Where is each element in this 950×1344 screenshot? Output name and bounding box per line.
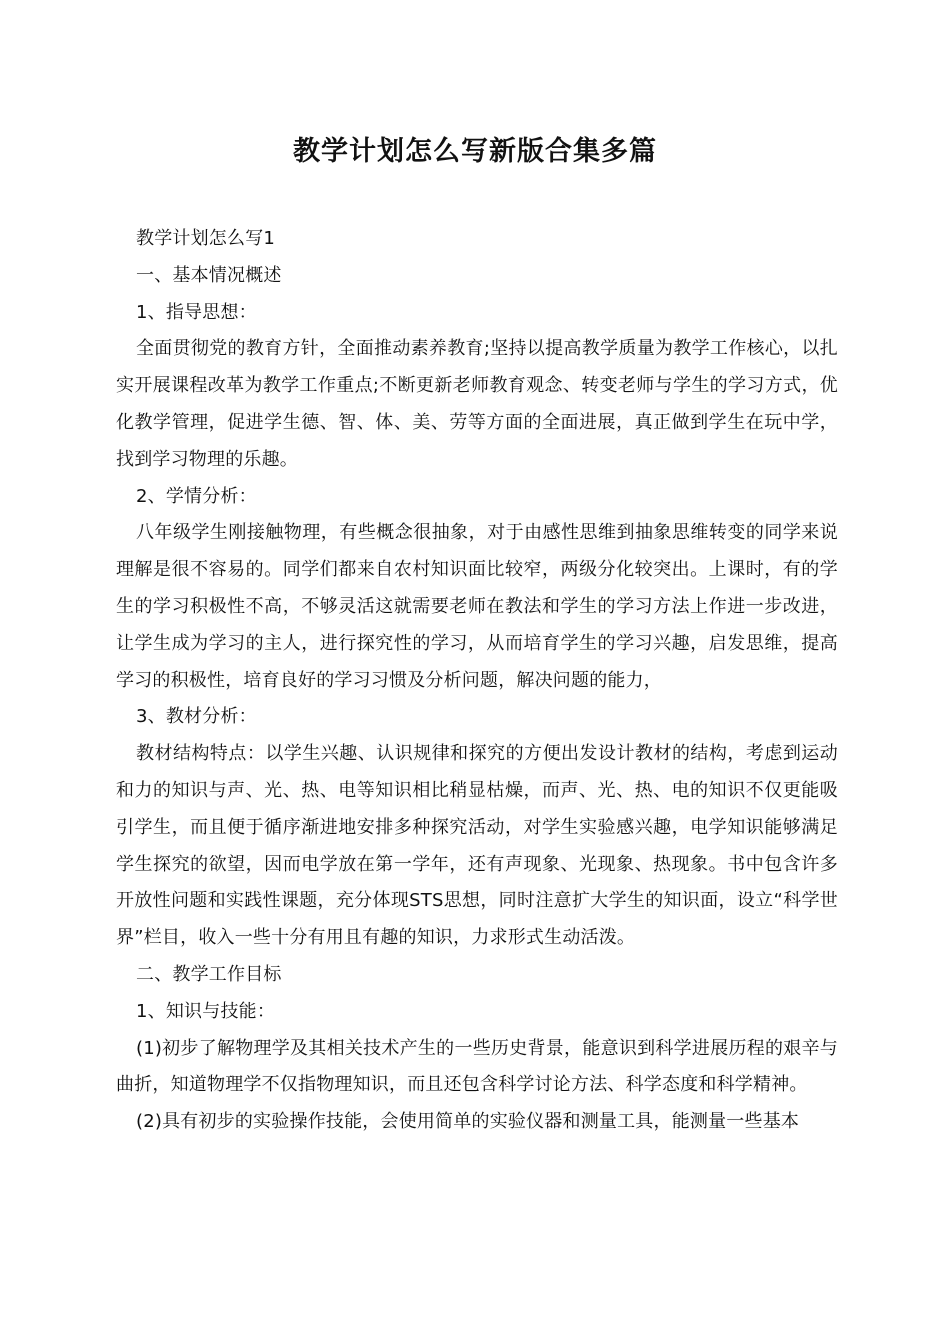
- paragraph-goal-1: (1)初步了解物理学及其相关技术产生的一些历史背景，能意识到科学进展历程的艰辛与曲折，知道物理学不仅指物理知识，而且还包含科学讨论方法、科学态度和科学精神。: [116, 1037, 838, 1096]
- paragraph-guiding-thought: 全面贯彻党的教育方针，全面推动素养教育;坚持以提高教学质量为教学工作核心，以扎实开展课程改革为教学工作重点;不断更新老师教育观念、转变老师与学生的学习方式，优化教学管理，促进学生德、智、体、美、劳等方面的全面进展，真正做到学生在玩中学，找到学习物理的乐趣。: [116, 338, 838, 470]
- subheading-textbook-analysis: 3、教材分析：: [136, 706, 257, 728]
- paragraph-textbook-analysis: 教材结构特点：以学生兴趣、认识规律和探究的方便出发设计教材的结构，考虑到运动和力的知识与声、光、热、电等知识相比稍显枯燥，而声、光、热、电的知识不仅更能吸引学生，而且便于循序渐进地安排多种探究活动，对学生实验感兴趣，电学知识能够满足学生探究的欲望，因而电学放在第一学年，还有声现象、光现象、热现象。书中包含许多开放性问题和实践性课题，充分体现STS思想，同时注意扩大学生的知识面，设立“科学世界”栏目，收入一些十分有用且有趣的知识，力求形式生动活泼。: [116, 743, 838, 949]
- subheading-student-analysis: 2、学情分析：: [136, 485, 257, 507]
- paragraph-goal-2: (2)具有初步的实验操作技能，会使用简单的实验仪器和测量工具，能测量一些基本: [136, 1111, 800, 1133]
- document-title: 教学计划怎么写新版合集多篇: [293, 136, 657, 167]
- section-heading-basic-overview: 一、基本情况概述: [136, 264, 282, 286]
- paragraph-student-analysis: 八年级学生刚接触物理，有些概念很抽象，对于由感性思维到抽象思维转变的同学来说理解是很不容易的。同学们都来自农村知识面比较窄，两级分化较突出。上课时，有的学生的学习积极性不高，不够灵活这就需要老师在教法和学生的学习方法上作进一步改进，让学生成为学习的主人，进行探究性的学习，从而培育学生的学习兴趣，启发思维，提高学习的积极性，培育良好的学习习惯及分析问题，解决问题的能力，: [116, 522, 838, 691]
- subheading-guiding-thought: 1、指导思想：: [136, 301, 257, 323]
- section-heading-teaching-goals: 二、教学工作目标: [136, 963, 282, 985]
- section-heading-plan-1: 教学计划怎么写1: [136, 228, 276, 249]
- document-body: [116, 221, 838, 1141]
- subheading-knowledge-skills: 1、知识与技能：: [136, 1000, 276, 1022]
